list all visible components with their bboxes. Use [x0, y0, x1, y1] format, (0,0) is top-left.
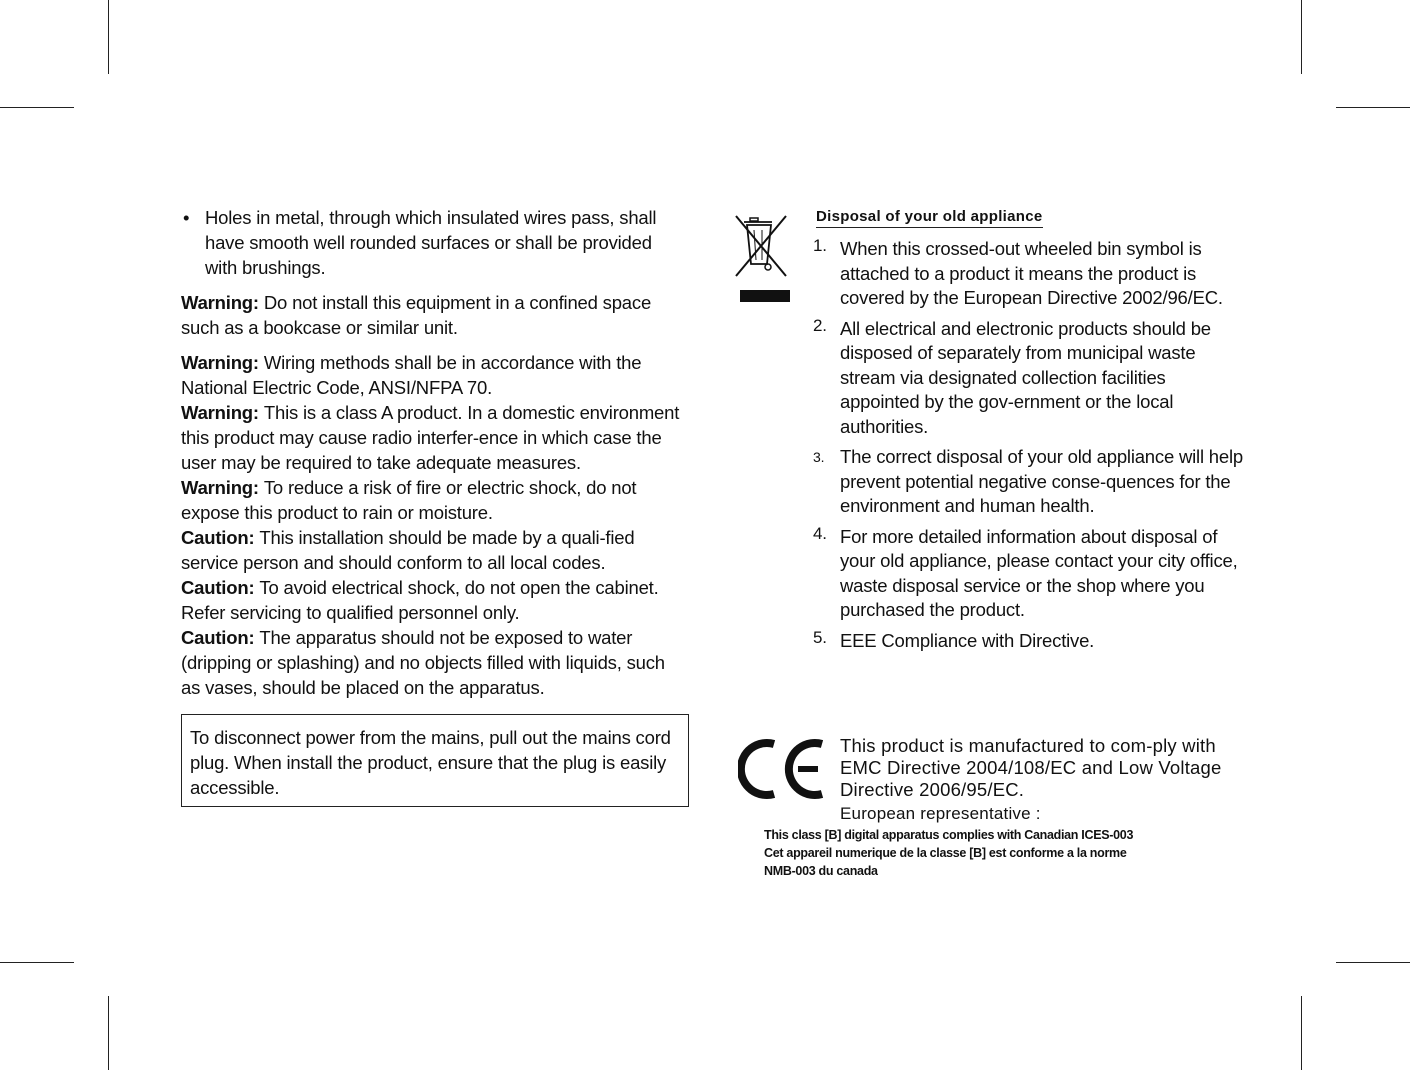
crossed-out-wheeled-bin-icon	[732, 212, 792, 304]
caution-text: To avoid electrical shock, do not open the cabinet. Refer servicing to qualified personnel only.	[181, 577, 659, 623]
caution-label: Caution:	[181, 577, 255, 598]
item-text: EEE Compliance with Directive.	[840, 629, 1095, 651]
ices-line: NMB-003 du canada	[764, 864, 878, 878]
crop-mark	[1301, 0, 1302, 74]
disposal-title: Disposal of your old appliance	[816, 208, 1043, 228]
european-representative: European representative :	[840, 804, 1041, 823]
item-text: When this crossed-out wheeled bin symbol is attached to a product it means the product is covered by the European Directive 2002/96/EC.	[840, 238, 1223, 308]
caution-label: Caution:	[181, 627, 255, 648]
list-item	[813, 525, 1243, 623]
list-item	[813, 237, 1243, 311]
warning-label: Warning:	[181, 292, 259, 313]
crop-mark	[1336, 107, 1410, 108]
item-number: 3.	[813, 449, 825, 465]
warning-fire-shock	[181, 475, 687, 525]
warning-confined-space	[181, 290, 687, 340]
item-number: 1.	[813, 236, 827, 255]
warning-wiring	[181, 350, 687, 400]
crop-mark	[108, 0, 109, 74]
ices-line: Cet appareil numerique de la classe [B] est conforme a la norme	[764, 846, 1127, 860]
crop-mark	[0, 962, 74, 963]
warning-text: This is a class A product. In a domestic environment this product may cause radio interfer-ence in which case the user may be required to take adequate measures.	[181, 402, 680, 473]
crop-mark	[1336, 962, 1410, 963]
warning-text: To reduce a risk of fire or electric shock, do not expose this product to rain or moisture.	[181, 477, 637, 523]
item-text: The correct disposal of your old appliance will help prevent potential negative conse-quences for the environment and human health.	[840, 446, 1243, 516]
caution-installation	[181, 525, 687, 575]
bullet-text: Holes in metal, through which insulated wires pass, shall have smooth well rounded surfaces or shall be provided with brushings.	[205, 207, 657, 278]
ce-compliance-text	[840, 735, 1240, 825]
caution-label: Caution:	[181, 527, 255, 548]
warning-class-a	[181, 400, 687, 475]
warning-text: Wiring methods shall be in accordance with the National Electric Code, ANSI/NFPA 70.	[181, 352, 642, 398]
item-text: For more detailed information about disposal of your old appliance, please contact your city office, waste disposal service or the shop where you purchased the product.	[840, 525, 1238, 620]
disposal-list	[813, 237, 1243, 659]
caution-text: This installation should be made by a quali-fied service person and should conform to all local codes.	[181, 527, 635, 573]
warning-label: Warning:	[181, 402, 259, 423]
ices-compliance	[764, 826, 1234, 880]
item-text: All electrical and electronic products should be disposed of separately from municipal waste stream via designated collection facilities appointed by the gov-ernment or the local authorities.	[840, 317, 1211, 437]
crop-mark	[1301, 996, 1302, 1070]
item-number: 5.	[813, 627, 827, 647]
list-item	[813, 445, 1243, 519]
item-number: 4.	[813, 523, 827, 543]
warning-text: Do not install this equipment in a confined space such as a bookcase or similar unit.	[181, 292, 652, 338]
ce-directive-text: This product is manufactured to com-ply with EMC Directive 2004/108/EC and Low Voltage Directive 2006/95/EC.	[840, 735, 1222, 800]
ices-line: This class [B] digital apparatus complies with Canadian ICES-003	[764, 828, 1134, 842]
holes-in-metal-bullet	[181, 205, 687, 280]
warning-label: Warning:	[181, 352, 259, 373]
ce-mark-icon	[738, 738, 828, 800]
list-item	[813, 629, 1243, 654]
caution-electrical-shock	[181, 575, 687, 625]
caution-water	[181, 625, 687, 700]
safety-warnings-column	[181, 205, 687, 807]
crop-mark	[0, 107, 74, 108]
warning-label: Warning:	[181, 477, 259, 498]
bullet-icon: •	[183, 207, 190, 228]
item-number: 2.	[813, 315, 827, 335]
crop-mark	[108, 996, 109, 1070]
caution-text: The apparatus should not be exposed to water (dripping or splashing) and no objects filled with liquids, such as vases, should be placed on the apparatus.	[181, 627, 665, 698]
list-item	[813, 317, 1243, 440]
disconnect-power-notice: To disconnect power from the mains, pull out the mains cord plug. When install the product, ensure that the plug is easily accessible.	[181, 714, 689, 807]
